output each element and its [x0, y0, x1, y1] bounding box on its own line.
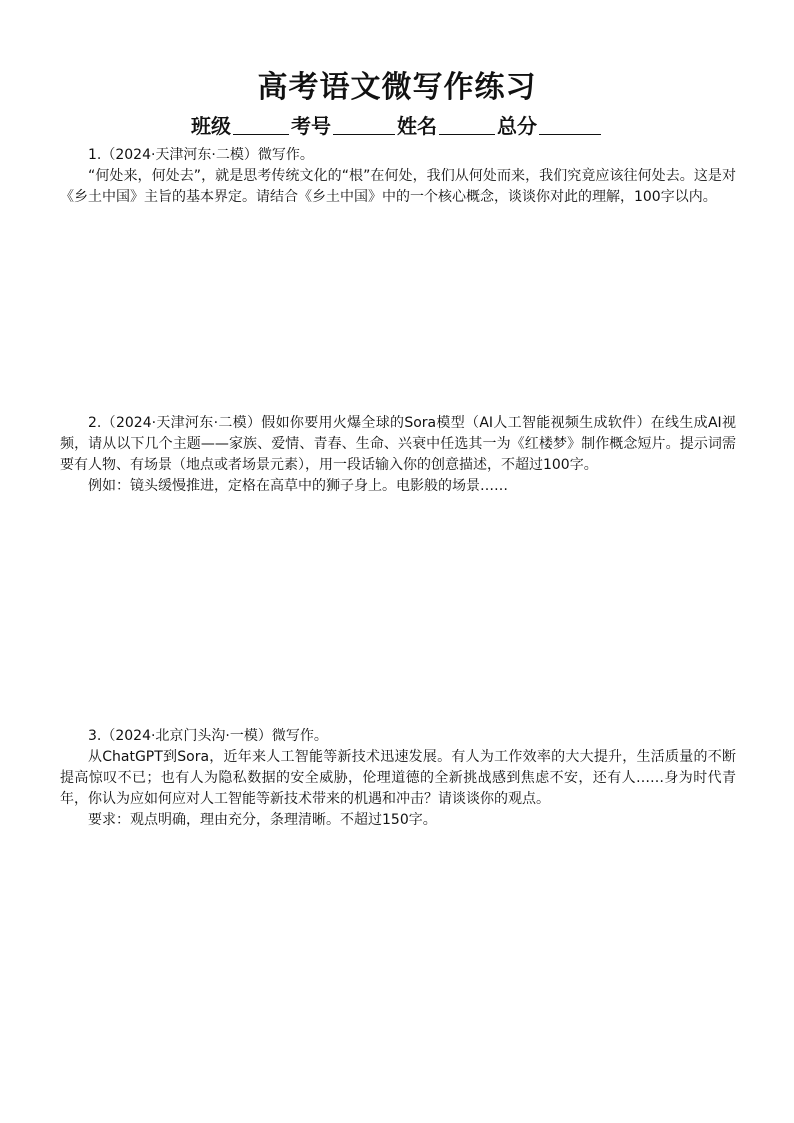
question-2 — [60, 413, 736, 497]
student-info-line — [0, 110, 794, 139]
exam-number-label: 考号 — [291, 114, 331, 138]
question-1-header: 1.（2024·天津河东·二模）微写作。 — [88, 147, 314, 163]
name-label: 姓名 — [397, 114, 437, 138]
name-blank[interactable] — [439, 114, 495, 135]
question-3-prompt: 从ChatGPT到Sora，近年来人工智能等新技术迅速发展。有人为工作效率的大大提升，生活质量的不断提高惊叹不已；也有人为隐私数据的安全威胁，伦理道德的全新挑战感到焦虑不安，还有人……身为时代青年，你认为应如何应对人工智能等新技术带来的机遇和冲击？请谈谈你的观点。 — [60, 749, 736, 807]
question-3-header: 3.（2024·北京门头沟·一模）微写作。 — [88, 728, 328, 744]
score-blank[interactable] — [539, 114, 601, 135]
score-label: 总分 — [497, 114, 537, 138]
question-2-header: 2.（2024·天津河东·二模）假如你要用火爆全球的Sora模型（AI人工智能视频生成软件）在线生成AI视频，请从以下几个主题——家族、爱情、青春、生命、兴衰中任选其一为《红楼梦》制作概念短片。提示词需要有人物、有场景（地点或者场景元素），用一段话输入你的创意描述，不超过100字。 — [60, 415, 736, 473]
question-1 — [60, 145, 736, 208]
question-3 — [60, 726, 736, 831]
page-title: 高考语文微写作练习 — [257, 70, 537, 105]
question-2-example: 例如：镜头缓慢推进，定格在高草中的狮子身上。电影般的场景…… — [88, 478, 508, 494]
question-3-requirements: 要求：观点明确，理由充分，条理清晰。不超过150字。 — [88, 812, 437, 828]
question-1-prompt: “何处来，何处去”，就是思考传统文化的“根”在何处，我们从何处而来，我们究竟应该往何处去。这是对《乡土中国》主旨的基本界定。请结合《乡土中国》中的一个核心概念，谈谈你对此的理解，100字以内。 — [60, 168, 736, 205]
class-blank[interactable] — [233, 114, 289, 135]
class-label: 班级 — [191, 114, 231, 138]
exam-number-blank[interactable] — [333, 114, 395, 135]
